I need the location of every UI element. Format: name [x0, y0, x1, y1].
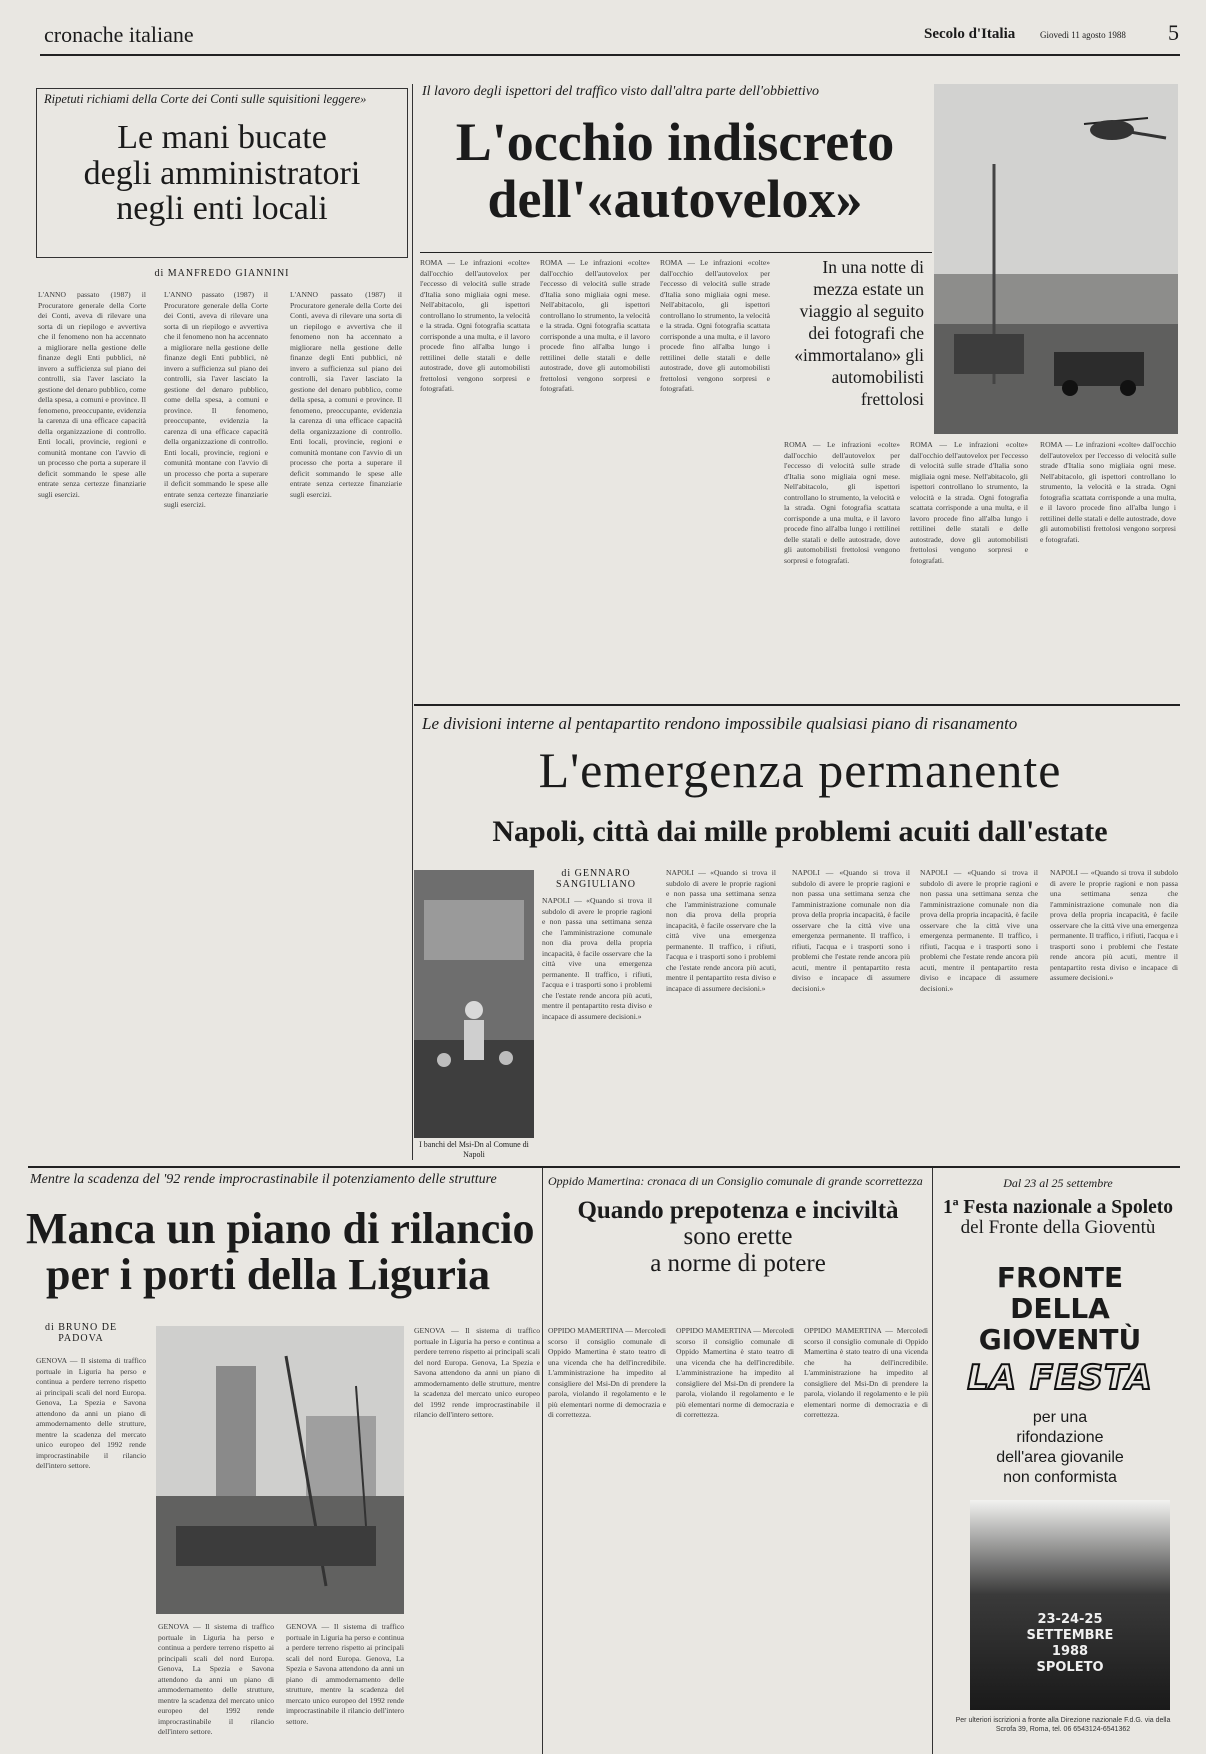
liguria-byline: di BRUNO DE PADOVA	[44, 1322, 118, 1344]
festa-tagline-line: per una	[1032, 1409, 1088, 1426]
section-rule	[414, 704, 1180, 706]
oppido-headline-line: sono erette	[683, 1223, 793, 1251]
festa-event-line: 23-24-25	[1037, 1612, 1103, 1627]
napoli-photo	[414, 870, 534, 1138]
autovelox-column: ROMA — Le infrazioni «colte» dall'occhio dell'autovelox per l'eccesso di velocità sulle strade d'Italia sono migliaia ogni mese. Nell'abitacolo, gli ispettori controllano lo strumento, la velocità e la strada. Ogni fotografia scattata corrisponde a una multa, e il lavoro procede fino all'alba lungo i rettilinei delle statali e delle autostrade, dove gli automobilisti frettolosi vengono sorpresi e fotografati.	[660, 258, 770, 393]
liguria-column: GENOVA — Il sistema di traffico portuale in Liguria ha perso e continua a perdere terreno rispetto ai principali scali del nord Europa. Genova, La Spezia e Savona attendono da anni un piano di ammodernamento delle strutture, mentre la scadenza del mercato unico europeo del 1992 rende improcrastinabile il rilancio dell'intero settore.	[286, 1622, 404, 1726]
autovelox-column: ROMA — Le infrazioni «colte» dall'occhio dell'autovelox per l'eccesso di velocità sulle strade d'Italia sono migliaia ogni mese. Nell'abitacolo, gli ispettori controllano lo strumento, la velocità e la strada. Ogni fotografia scattata corrisponde a una multa, e il lavoro procede fino all'alba lungo i rettilinei delle statali e delle autostrade, dove gli automobilisti frettolosi vengono sorpresi e fotografati.	[540, 258, 650, 393]
liguria-column: GENOVA — Il sistema di traffico portuale in Liguria ha perso e continua a perdere terreno rispetto ai principali scali del nord Europa. Genova, La Spezia e Savona attendono da anni un piano di ammodernamento delle strutture, mentre la scadenza del mercato unico europeo del 1992 rende improcrastinabile il rilancio dell'intero settore.	[414, 1326, 540, 1419]
autovelox-column: ROMA — Le infrazioni «colte» dall'occhio dell'autovelox per l'eccesso di velocità sulle strade d'Italia sono migliaia ogni mese. Nell'abitacolo, gli ispettori controllano lo strumento, la velocità e la strada. Ogni fotografia scattata corrisponde a una multa, e il lavoro procede fino all'alba lungo i rettilinei delle statali e delle autostrade, dove gli automobilisti frettolosi vengono sorpresi e fotografati.	[1040, 440, 1176, 544]
page-number: 5	[1168, 20, 1179, 45]
napoli-kicker: Le divisioni interne al pentapartito rendono impossibile qualsiasi piano di risanamento	[422, 714, 1018, 733]
festa-logo-line: FRONTE	[996, 1261, 1124, 1294]
festa-wordmark: LA FESTA	[967, 1358, 1153, 1398]
festa-title	[932, 1198, 1184, 1238]
liguria-kicker: Mentre la scadenza del '92 rende improcrastinabile il potenziamento delle strutture	[30, 1172, 497, 1187]
autovelox-headline-line: L'occhio indiscreto	[455, 112, 895, 172]
section-name: cronache italiane	[44, 22, 194, 47]
autovelox-rule	[420, 252, 932, 253]
napoli-column: NAPOLI — «Quando si trova il subdolo di avere le proprie ragioni e non passa una settimana senza che l'amministrazione comunale non dia prova della propria incapacità, è facile osservare che la città vive una emergenza permanente. Il traffico, i rifiuti, l'acqua e i trasporti sono i problemi che l'estate rende ancora più acuti, mentre il pentapartito resta diviso e incapace di assumere decisioni.»	[666, 868, 776, 993]
napoli-column: NAPOLI — «Quando si trova il subdolo di avere le proprie ragioni e non passa una settimana senza che l'amministrazione comunale non dia prova della propria incapacità, è facile osservare che la città vive una emergenza permanente. Il traffico, i rifiuti, l'acqua e i trasporti sono i problemi che l'estate rende ancora più acuti, mentre il pentapartito resta diviso e incapace di assumere decisioni.»	[542, 896, 652, 1021]
autovelox-headline-line: dell'«autovelox»	[487, 168, 863, 229]
festa-title-line: 1ª Festa nazionale a Spoleto	[942, 1197, 1174, 1218]
helicopter-road-illustration	[934, 84, 1178, 434]
napoli-subtitle: Napoli, città dai mille problemi acuiti dall'estate	[492, 815, 1108, 848]
napoli-byline: di GENNARO SANGIULIANO	[556, 868, 636, 890]
corte-column: L'ANNO passato (1987) il Procuratore generale della Corte dei Conti, aveva di rilevare una sorta di un riepilogo e avvertiva che il fenomeno non ha accennato a migliorare nella gestione delle finanze degli Enti pubblici, nè invero a sufficienza sul piano dei controlli, sia l'aver lasciato la gestione del denaro pubblico, come della spesa, a comuni e province. Il fenomeno, preoccupante, evidenzia la carenza di una efficace capacità della organizzazione di controllo. Enti locali, provincie, regioni e comunità montane con l'avvio di un processo che porta a superare il deficit sommando le spese alle entrate senza certezze finanziarie sugli esercizi.	[290, 290, 402, 499]
autovelox-column: ROMA — Le infrazioni «colte» dall'occhio dell'autovelox per l'eccesso di velocità sulle strade d'Italia sono migliaia ogni mese. Nell'abitacolo, gli ispettori controllano lo strumento, la velocità e la strada. Ogni fotografia scattata corrisponde a una multa, e il lavoro procede fino all'alba lungo i rettilinei delle statali e delle autostrade, dove gli automobilisti frettolosi vengono sorpresi e fotografati.	[784, 440, 900, 565]
corte-kicker: Ripetuti richiami della Corte dei Conti sulle squisitioni leggere»	[44, 92, 367, 106]
festa-tagline	[950, 1408, 1170, 1488]
napoli-photo-caption: I banchi del Msi-Dn al Comune di Napoli	[419, 1140, 529, 1159]
corte-byline: di MANFREDO GIANNINI	[154, 268, 290, 279]
oppido-kicker: Oppido Mamertina: cronaca di un Consiglio comunale di grande scorrettezza	[548, 1174, 923, 1188]
corte-column: L'ANNO passato (1987) il Procuratore generale della Corte dei Conti, aveva di rilevare una sorta di un riepilogo e avvertiva che il fenomeno non ha accennato a migliorare nella gestione delle finanze degli Enti pubblici, nè invero a sufficienza sul piano dei controlli, sia l'aver lasciato la gestione del denaro pubblico, come della spesa, a comuni e province. Il fenomeno, preoccupante, evidenzia la carenza di una efficace capacità della organizzazione di controllo. Enti locali, provincie, regioni e comunità montane con l'avvio di un processo che porta a superare il deficit sommando le spese alle entrate senza certezze finanziarie sugli esercizi.	[164, 290, 268, 509]
port-photo	[156, 1326, 404, 1614]
festa-tagline-line: dell'area giovanile	[996, 1449, 1124, 1466]
festa-event-info	[970, 1612, 1170, 1676]
napoli-column: NAPOLI — «Quando si trova il subdolo di avere le proprie ragioni e non passa una settimana senza che l'amministrazione comunale non dia prova della propria incapacità, è facile osservare che la città vive una emergenza permanente. Il traffico, i rifiuti, l'acqua e i trasporti sono i problemi che l'estate rende ancora più acuti, mentre il pentapartito resta diviso e incapace di assumere decisioni.»	[920, 868, 1038, 993]
corte-column: L'ANNO passato (1987) il Procuratore generale della Corte dei Conti, aveva di rilevare una sorta di un riepilogo e avvertiva che il fenomeno non ha accennato a migliorare nella gestione delle finanze degli Enti pubblici, nè invero a sufficienza sul piano dei controlli, sia l'aver lasciato la gestione del denaro pubblico, come della spesa, a comuni e province. Il fenomeno, preoccupante, evidenzia la carenza di una efficace capacità della organizzazione di controllo. Enti locali, provincie, regioni e comunità montane con l'avvio di un processo che porta a superare il deficit sommando le spese alle entrate senza certezze finanziarie sugli esercizi.	[38, 290, 146, 499]
oppido-column: OPPIDO MAMERTINA — Mercoledì scorso il consiglio comunale di Oppido Mamertina è stato teatro di una vicenda che ha dell'incredibile. L'amministrazione ha impedito al consigliere del Msi-Dn di prendere la parola, violando il regolamento e le più elementari norme di democrazia e di correttezza.	[548, 1326, 666, 1419]
festa-logo-line: DELLA	[1010, 1292, 1110, 1325]
issue-date: Giovedì 11 agosto 1988	[1040, 30, 1126, 40]
autovelox-deck: In una notte di mezza estate un viaggio al seguito dei fotografi che «immortalano» gli automobilisti frettolosi	[794, 257, 924, 409]
genoa-port-illustration	[156, 1326, 404, 1614]
oppido-headline-line: a norme di potere	[650, 1249, 826, 1277]
festa-title-line: del Fronte della Gioventù	[960, 1217, 1156, 1239]
newspaper-name: Secolo d'Italia	[924, 26, 1016, 42]
column-divider	[412, 84, 413, 1160]
liguria-headline	[26, 1206, 542, 1298]
festa-tagline-line: non conformista	[1003, 1469, 1117, 1486]
napoli-column: NAPOLI — «Quando si trova il subdolo di avere le proprie ragioni e non passa una settimana senza che l'amministrazione comunale non dia prova della propria incapacità, è facile osservare che la città vive una emergenza permanente. Il traffico, i rifiuti, l'acqua e i trasporti sono i problemi che l'estate rende ancora più acuti, mentre il pentapartito resta diviso e incapace di assumere decisioni.»	[792, 868, 910, 993]
festa-event-line: SETTEMBRE	[1026, 1628, 1114, 1643]
corte-headline-line: Le mani bucate	[117, 119, 327, 156]
festa-event-line: SPOLETO	[1036, 1660, 1104, 1675]
corte-headline-line: negli enti locali	[116, 190, 328, 228]
liguria-column: GENOVA — Il sistema di traffico portuale in Liguria ha perso e continua a perdere terreno rispetto ai principali scali del nord Europa. Genova, La Spezia e Savona attendono da anni un piano di ammodernamento delle strutture, mentre la scadenza del mercato unico europeo del 1992 rende improcrastinabile il rilancio dell'intero settore.	[36, 1356, 146, 1470]
festa-dates-label: Dal 23 al 25 settembre	[1003, 1176, 1113, 1190]
header-rule	[40, 54, 1180, 56]
section-rule	[28, 1166, 1180, 1168]
liguria-headline-line: Manca un piano di rilancio	[26, 1204, 535, 1253]
festa-tagline-line: rifondazione	[1016, 1429, 1104, 1446]
oppido-headline	[546, 1198, 930, 1277]
oppido-column: OPPIDO MAMERTINA — Mercoledì scorso il consiglio comunale di Oppido Mamertina è stato teatro di una vicenda che ha dell'incredibile. L'amministrazione ha impedito al consigliere del Msi-Dn di prendere la parola, violando il regolamento e le più elementari norme di democrazia e di correttezza.	[804, 1326, 928, 1419]
autovelox-column: ROMA — Le infrazioni «colte» dall'occhio dell'autovelox per l'eccesso di velocità sulle strade d'Italia sono migliaia ogni mese. Nell'abitacolo, gli ispettori controllano lo strumento, la velocità e la strada. Ogni fotografia scattata corrisponde a una multa, e il lavoro procede fino all'alba lungo i rettilinei delle statali e delle autostrade, dove gli automobilisti frettolosi vengono sorpresi e fotografati.	[910, 440, 1028, 565]
napoli-column: NAPOLI — «Quando si trova il subdolo di avere le proprie ragioni e non passa una settimana senza che l'amministrazione comunale non dia prova della propria incapacità, è facile osservare che la città vive una emergenza permanente. Il traffico, i rifiuti, l'acqua e i trasporti sono i problemi che l'estate rende ancora più acuti, mentre il pentapartito resta diviso e incapace di assumere decisioni.»	[1050, 868, 1178, 982]
column-divider	[542, 1168, 543, 1754]
oppido-column: OPPIDO MAMERTINA — Mercoledì scorso il consiglio comunale di Oppido Mamertina è stato teatro di una vicenda che ha dell'incredibile. L'amministrazione ha impedito al consigliere del Msi-Dn di prendere la parola, violando il regolamento e le più elementari norme di democrazia e di correttezza.	[676, 1326, 794, 1419]
corte-headline-line: degli amministratori	[83, 154, 361, 192]
autovelox-photo	[934, 84, 1178, 434]
column-divider	[932, 1168, 933, 1754]
council-chamber-illustration	[414, 870, 534, 1138]
oppido-headline-line: Quando prepotenza e inciviltà	[577, 1197, 899, 1224]
festa-event-block	[970, 1500, 1170, 1710]
festa-event-line: 1988	[1051, 1644, 1089, 1659]
liguria-column: GENOVA — Il sistema di traffico portuale in Liguria ha perso e continua a perdere terreno rispetto ai principali scali del nord Europa. Genova, La Spezia e Savona attendono da anni un piano di ammodernamento delle strutture, mentre la scadenza del mercato unico europeo del 1992 rende improcrastinabile il rilancio dell'intero settore.	[158, 1622, 274, 1736]
festa-logo	[950, 1262, 1170, 1355]
autovelox-kicker: Il lavoro degli ispettori del traffico visto dall'altra parte dell'obbiettivo	[422, 84, 820, 99]
autovelox-column: ROMA — Le infrazioni «colte» dall'occhio dell'autovelox per l'eccesso di velocità sulle strade d'Italia sono migliaia ogni mese. Nell'abitacolo, gli ispettori controllano lo strumento, la velocità e la strada. Ogni fotografia scattata corrisponde a una multa, e il lavoro procede fino all'alba lungo i rettilinei delle statali e delle autostrade, dove gli automobilisti frettolosi vengono sorpresi e fotografati.	[420, 258, 530, 393]
festa-footer: Per ulteriori iscrizioni a fronte alla Direzione nazionale F.d.G. via della Scrofa 39, Roma, tel. 06 6543124-6541362	[955, 1717, 1171, 1733]
festa-logo-line: GIOVENTÙ	[978, 1323, 1142, 1356]
autovelox-headline	[420, 114, 930, 227]
napoli-headline: L'emergenza permanente	[538, 742, 1062, 798]
corte-headline	[40, 120, 404, 227]
liguria-headline-line: per i porti della Liguria	[46, 1250, 491, 1300]
